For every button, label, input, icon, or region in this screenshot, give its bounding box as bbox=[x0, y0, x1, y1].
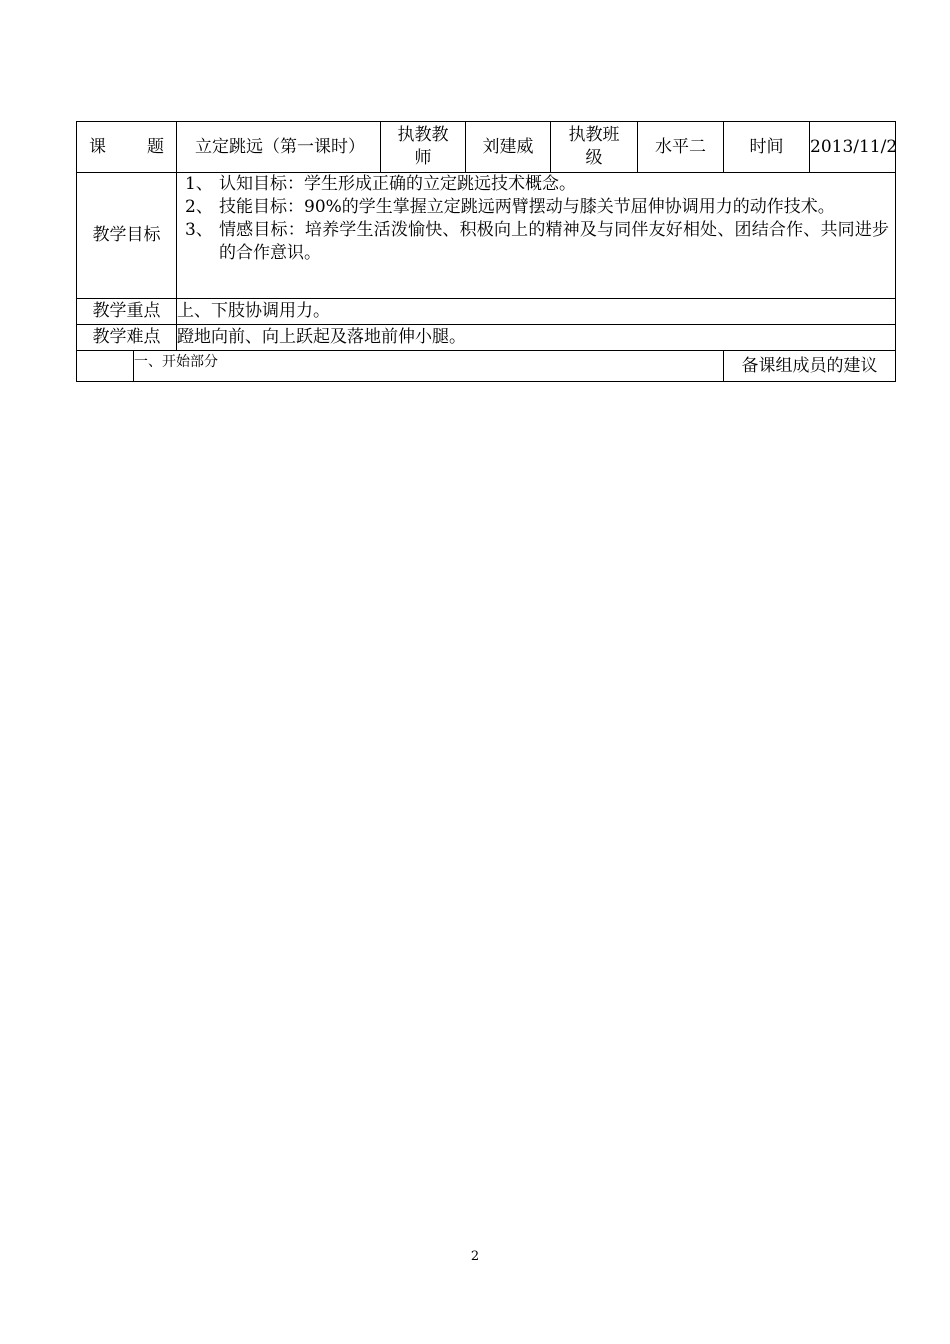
suggestion-label: 备课组成员的建议 bbox=[724, 351, 896, 382]
class-label: 执教班级 bbox=[551, 122, 638, 173]
key-point-row bbox=[77, 299, 896, 325]
topic-label-char-2: 题 bbox=[147, 136, 164, 157]
class-value: 水平二 bbox=[638, 122, 724, 173]
objective-number: 3、 bbox=[185, 220, 213, 240]
section-row bbox=[77, 351, 896, 382]
objective-text: 认知目标：学生形成正确的立定跳远技术概念。 bbox=[219, 174, 576, 194]
topic-label-cell bbox=[77, 122, 177, 173]
objectives-label: 教学目标 bbox=[77, 173, 177, 299]
difficulty-value: 蹬地向前、向上跃起及落地前伸小腿。 bbox=[177, 325, 896, 351]
teacher-value: 刘建威 bbox=[466, 122, 551, 173]
key-point-value: 上、下肢协调用力。 bbox=[177, 299, 896, 325]
objectives-list bbox=[177, 173, 895, 265]
time-label: 时间 bbox=[724, 122, 810, 173]
objective-item bbox=[185, 173, 889, 196]
objectives-row bbox=[77, 173, 896, 299]
teacher-label: 执教教师 bbox=[381, 122, 466, 173]
section-empty-cell bbox=[77, 351, 134, 382]
objective-number: 2、 bbox=[185, 197, 213, 217]
difficulty-row bbox=[77, 325, 896, 351]
topic-label-char-1: 课 bbox=[89, 136, 106, 157]
difficulty-label: 教学难点 bbox=[77, 325, 177, 351]
page-number: 2 bbox=[470, 1249, 480, 1264]
section-part-title: 一、开始部分 bbox=[134, 351, 724, 382]
header-row bbox=[77, 122, 896, 173]
key-point-label: 教学重点 bbox=[77, 299, 177, 325]
lesson-plan-table bbox=[76, 121, 896, 382]
objective-number: 1、 bbox=[185, 174, 213, 194]
objectives-content bbox=[177, 173, 896, 299]
objective-item bbox=[185, 219, 889, 265]
objective-text: 技能目标：90%的学生掌握立定跳远两臂摆动与膝关节屈伸协调用力的动作技术。 bbox=[219, 197, 835, 217]
objective-item bbox=[185, 196, 889, 219]
topic-value: 立定跳远（第一课时） bbox=[177, 122, 381, 173]
time-value: 2013/11/2 bbox=[810, 122, 896, 173]
objective-text: 情感目标：培养学生活泼愉快、积极向上的精神及与同伴友好相处、团结合作、共同进步的合作意识。 bbox=[219, 220, 889, 263]
